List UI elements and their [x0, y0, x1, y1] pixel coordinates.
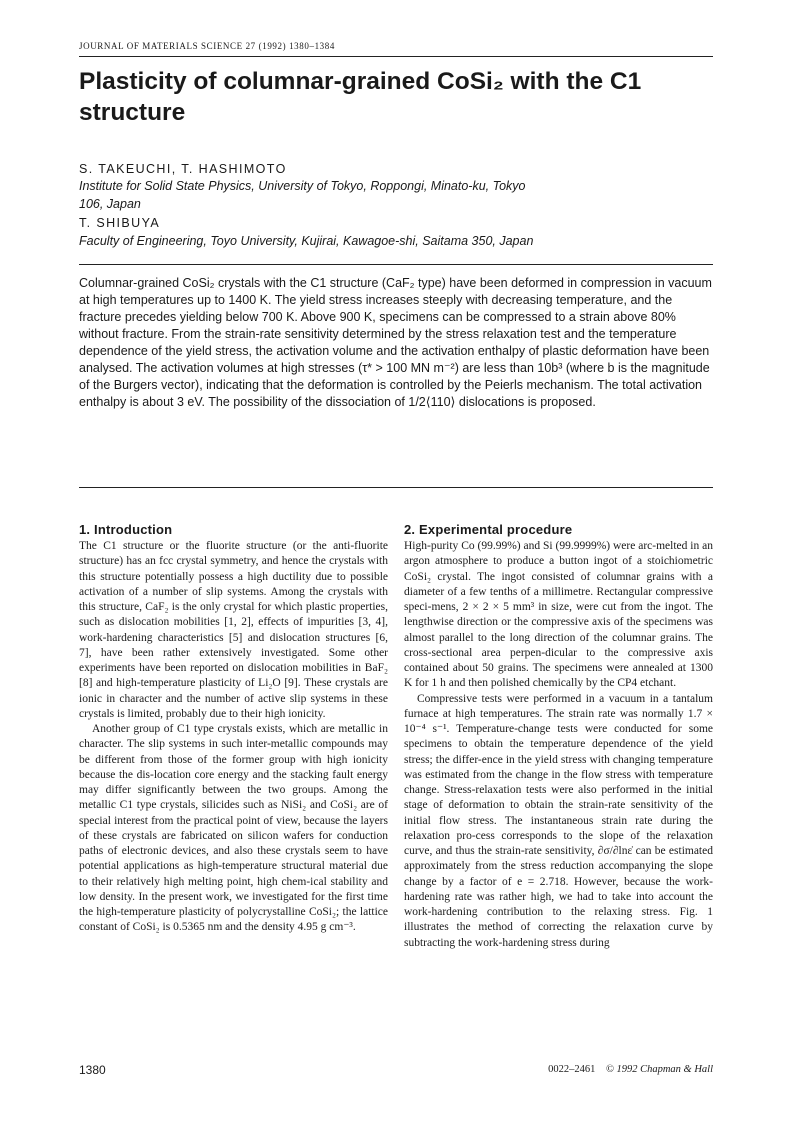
publisher-copyright: © 1992 Chapman & Hall	[605, 1064, 713, 1075]
paragraph: Compressive tests were performed in a vacuum in a tantalum furnace at high temperatures. The strain rate was normally 1.7 × 10⁻⁴ s⁻¹. Temperature-change tests were conducted for some specimens to obtain the temperature dependence of the yield stress; the differ-ence in the yield stress with changing temperature was estimated from the change in the flow stress with temperature change. Stress-relaxation tests were also performed in the initial stage of deformation to obtain the strain-rate sensitivity of the initial flow stress. The instantaneous strain rate during the relaxation pro-cess corresponds to the slope of the relaxation curve, and thus the strain-rate sensitivity, ∂σ/∂lnε̇ can be estimated approximately from the stress reduction accompanying the slope change by a factor of e = 2.718. However, because the work-hardening rate was rather high, we had to take into account the work-hardening contribution to the relaxing stress. Fig. 1 illustrates the method of correcting the relaxation curve by subtracting the work-hardening stress during	[404, 692, 713, 949]
authors-group-2: T. SHIBUYA	[79, 216, 161, 230]
section-heading-experimental: 2. Experimental procedure	[404, 522, 573, 537]
paper-title: Plasticity of columnar-grained CoSi₂ with the C1 structure	[79, 68, 642, 126]
affiliation-2: Faculty of Engineering, Toyo University, Kujirai, Kawagoe-shi, Saitama 350, Japan	[79, 234, 534, 248]
paragraph: High-purity Co (99.99%) and Si (99.9999%) were arc-melted in an argon atmosphere to produce a button ingot of a stoichiometric CoSi₂ crystal. The ingot consisted of columnar grains with a diameter of a few tenths of a millimetre. Rectangular compressive speci-mens, 2 × 2 × 5 mm³ in size, were cut from the ingot. The lengthwise direction or the compressive axis of the specimens was almost parallel to the long direction of the columnar grains. The cross-sectional area perpen-dicular to the compressive axis contained about 50 grains. The specimens were annealed at 1300 K for 1 h and then polished chemically by the CP4 etchant.	[404, 540, 713, 690]
abstract-bottom-rule	[79, 487, 713, 488]
affiliation-1: Institute for Solid State Physics, University of Tokyo, Roppongi, Minato-ku, Tokyo 106, Japan	[79, 179, 526, 211]
paragraph: The C1 structure or the fluorite structure (or the anti-fluorite structure) has an fcc crystal symmetry, and hence the crystals with this structure potentially possess a high ductility due to possible activation of a number of slip systems. Among the crystals with this structure, CaF₂ is the only crystal for which plastic properties, such as dislocation mobilities [1, 2], effects of impurities [3, 4], work-hardening characteristics [5] and dislocation structures [6, 7], have been rather extensively investigated. Some other experiments have been reported on dislocation mobilities in BaF₂ [8] and high-temperature plasticity of Li₂O [9]. These crystals are ionic in character and the number of active slip systems in these crystals is limited, probably due to their high ionicity.	[79, 540, 388, 720]
authors-group-1: S. TAKEUCHI, T. HASHIMOTO	[79, 162, 287, 176]
issn: 0022–2461	[548, 1064, 596, 1075]
journal-header: JOURNAL OF MATERIALS SCIENCE 27 (1992) 1380–1384	[79, 41, 335, 51]
paragraph: Another group of C1 type crystals exists, which are metallic in character. The slip systems in such inter-metallic compounds may be different from those of the former group with high ionicity because the dis-location core energy and the stacking fault energy may differ significantly between the two groups. Among the metallic C1 type crystals, silicides such as NiSi₂ and CoSi₂ are of special interest from the practical point of view, because the layers of these crystals are fabricated on silicon wafers for conduction paths of electronic devices, and also these crystals seem to have potential applications as high-temperature structural material due to their relatively high melting point, high chem-ical stability and low density. In the present work, we investigated for the first time the high-temperature plasticity of polycrystalline CoSi₂; the lattice constant of CoSi₂ is 0.5365 nm and the density 4.95 g cm⁻³.	[79, 723, 388, 934]
section-heading-introduction: 1. Introduction	[79, 522, 173, 537]
header-rule	[79, 56, 713, 57]
copyright-line	[548, 1064, 713, 1075]
left-column	[79, 521, 388, 936]
abstract: Columnar-grained CoSi₂ crystals with the C1 structure (CaF₂ type) have been deformed in compression in vacuum at high temperatures up to 1400 K. The yield stress increases steeply with decreasing temperature, and the fracture precedes yielding below 700 K. Above 900 K, specimens can be compressed to a strain above 80% without fracture. From the strain-rate sensitivity determined by the stress relaxation test and the temperature dependence of the yield stress, the activation volume and the activation enthalpy of plastic deformation have been analysed. The activation volumes at high stresses (τ* > 100 MN m⁻²) are less than 10b³ (where b is the magnitude of the Burgers vector), indicating that the deformation is controlled by the Peierls mechanism. The total activation enthalpy is about 3 eV. The possibility of the dissociation of 1/2⟨110⟩ dislocations is proposed.	[79, 276, 712, 409]
page-number: 1380	[79, 1063, 106, 1077]
right-column	[404, 521, 713, 951]
abstract-top-rule	[79, 264, 713, 265]
